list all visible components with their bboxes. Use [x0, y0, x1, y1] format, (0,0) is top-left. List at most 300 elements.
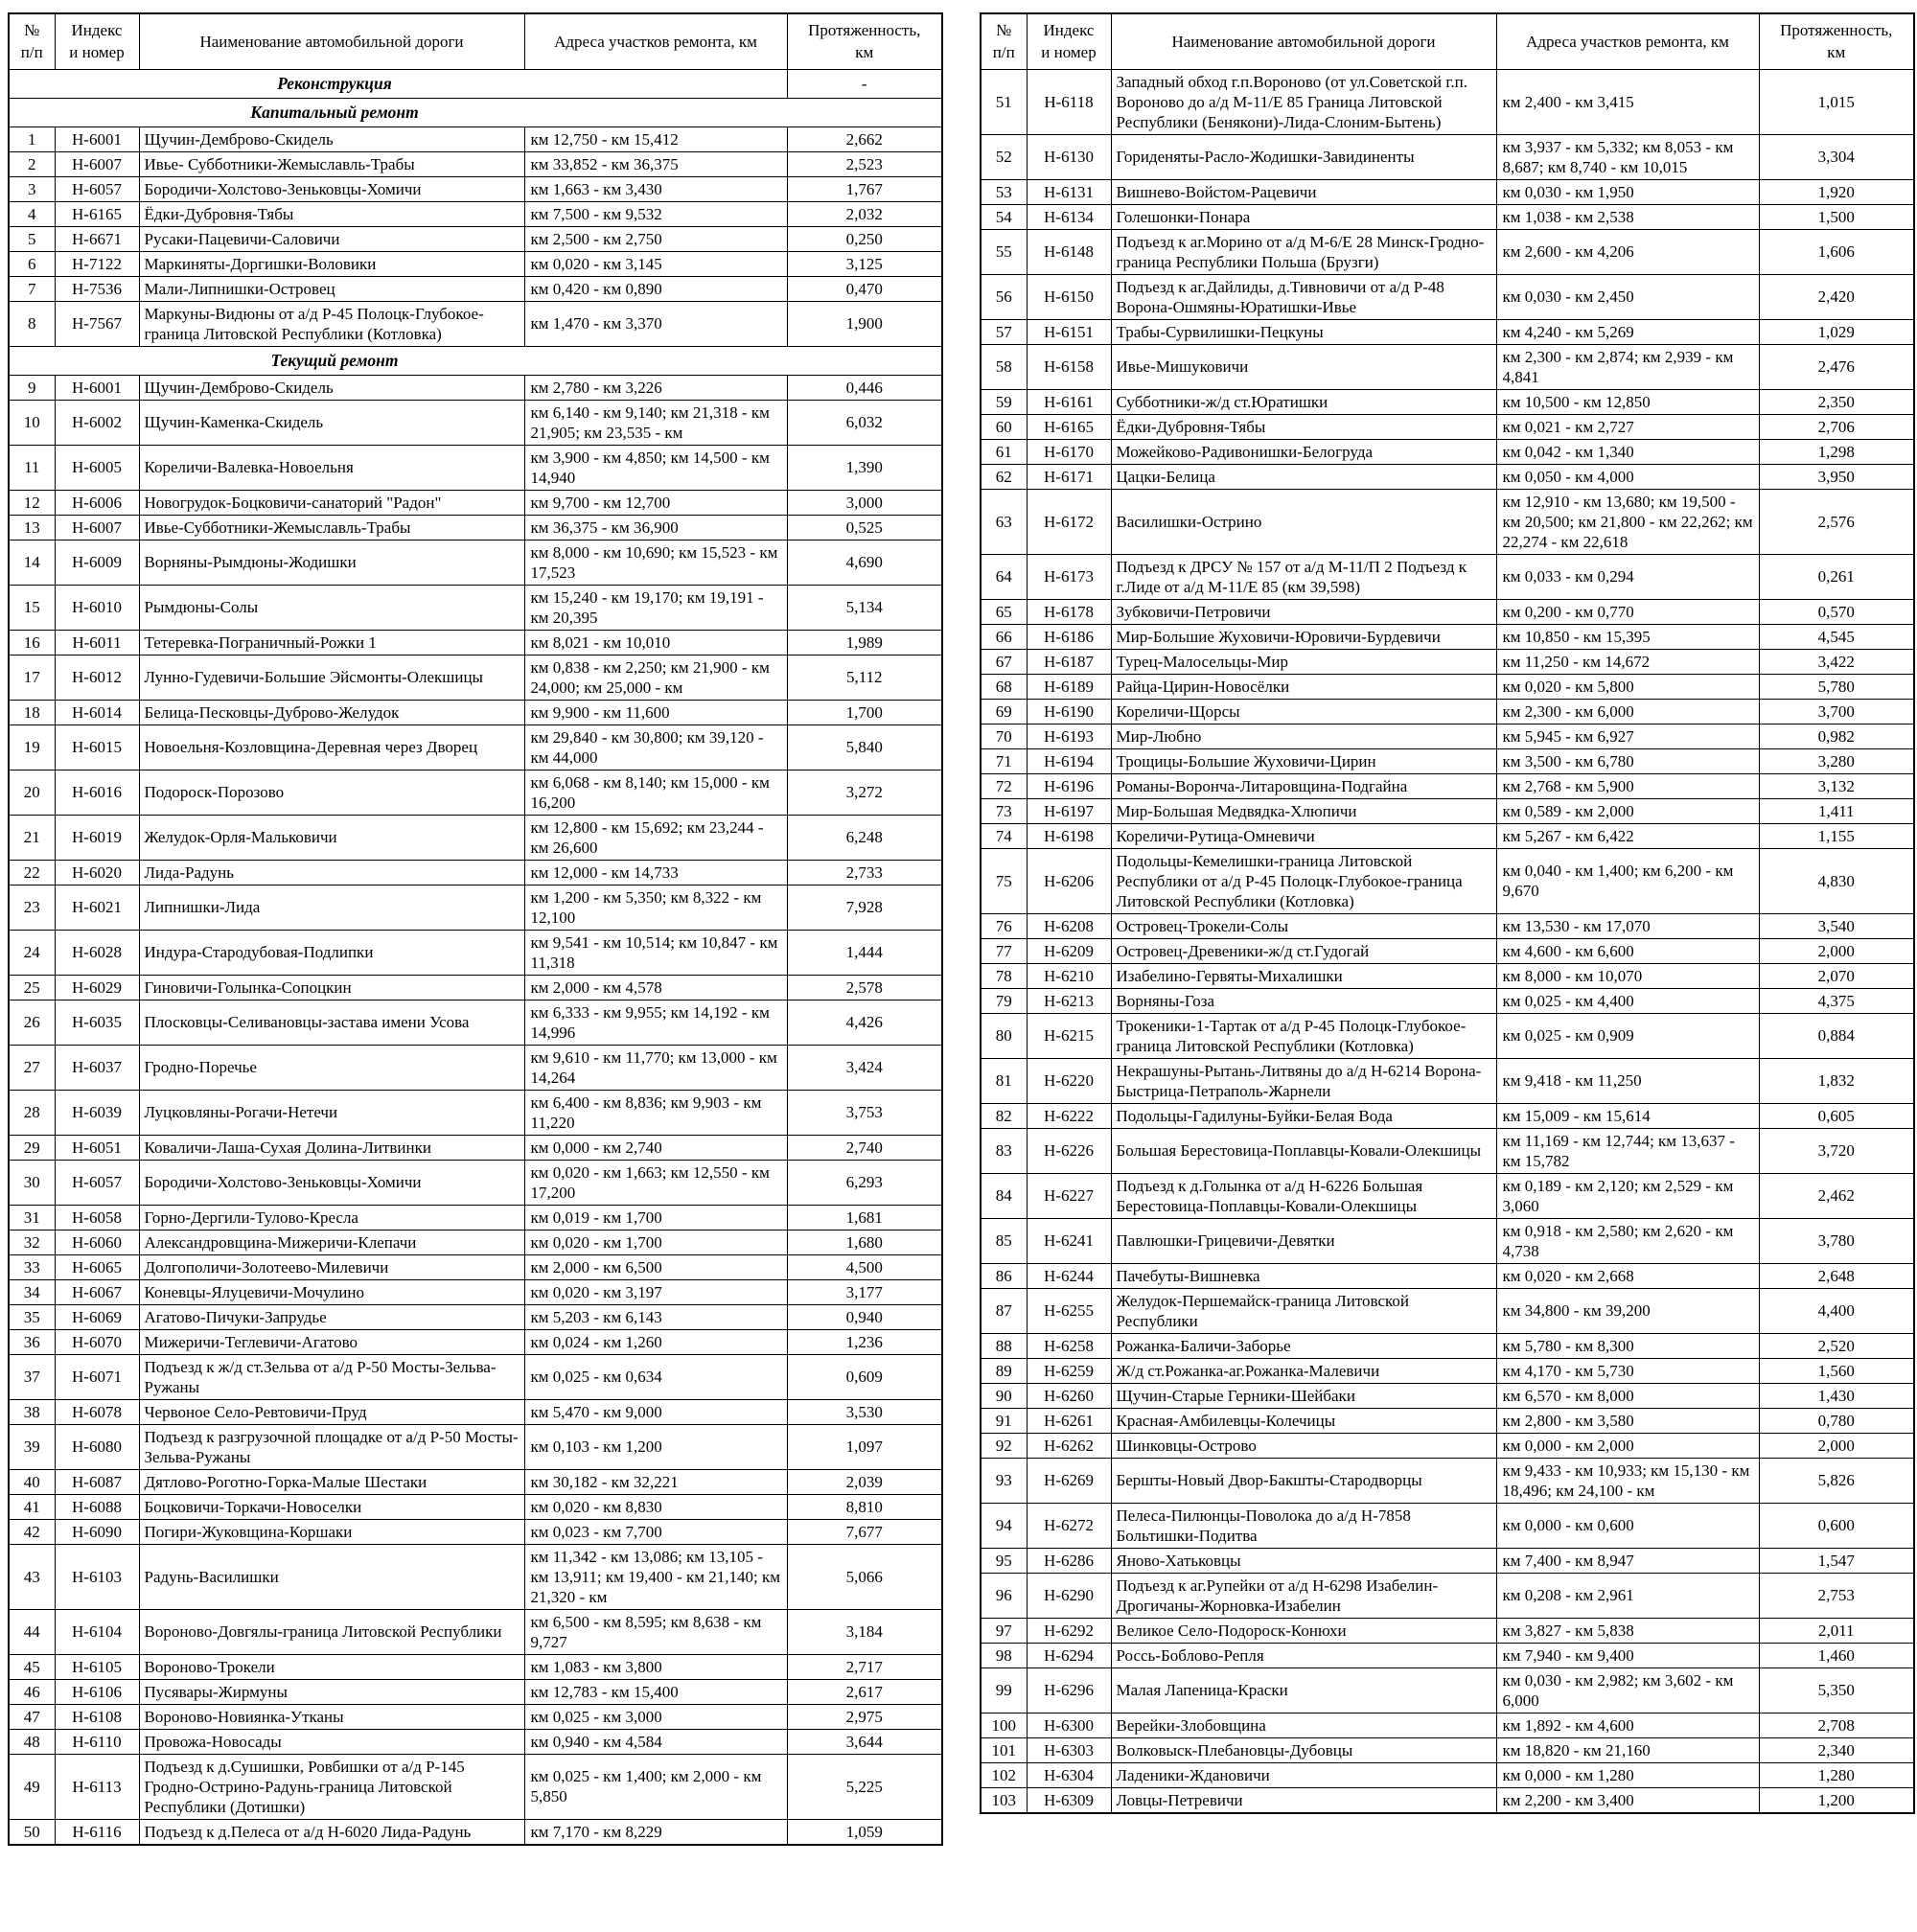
length-cell: 1,444 [787, 930, 942, 975]
row-number-cell: 4 [9, 201, 55, 226]
repair-address-cell: км 4,240 - км 5,269 [1496, 319, 1759, 344]
repair-address-cell: км 7,400 - км 8,947 [1496, 1548, 1759, 1573]
repair-address-cell: км 9,541 - км 10,514; км 10,847 - км 11,318 [524, 930, 787, 975]
length-cell: 1,280 [1759, 1762, 1914, 1787]
length-cell: 1,700 [787, 700, 942, 724]
row-number-cell: 42 [9, 1519, 55, 1544]
road-index-cell: Н-6014 [55, 700, 139, 724]
road-row [981, 1103, 1914, 1128]
road-name-cell: Павлюшки-Грицевичи-Девятки [1111, 1218, 1496, 1263]
road-index-cell: Н-6118 [1027, 69, 1111, 134]
row-number-cell: 43 [9, 1544, 55, 1609]
length-cell: 4,545 [1759, 624, 1914, 649]
road-row [981, 1013, 1914, 1058]
road-row [981, 1058, 1914, 1103]
length-cell: 3,184 [787, 1609, 942, 1654]
road-row [9, 1090, 942, 1135]
road-name-cell: Волковыск-Плебановцы-Дубовцы [1111, 1737, 1496, 1762]
road-name-cell: Маркуны-Видюны от а/д Р-45 Полоцк-Глубокое-граница Литовской Республики (Котловка) [139, 301, 524, 346]
length-cell: 2,523 [787, 151, 942, 176]
road-row [9, 1399, 942, 1424]
length-cell: 0,525 [787, 515, 942, 540]
length-cell: 2,350 [1759, 389, 1914, 414]
length-cell: 2,032 [787, 201, 942, 226]
road-name-cell: Гориденяты-Расло-Жодишки-Завидиненты [1111, 134, 1496, 179]
row-number-cell: 82 [981, 1103, 1027, 1128]
road-name-cell: Желудок-Першемайск-граница Литовской Республики [1111, 1288, 1496, 1333]
road-index-cell: Н-6108 [55, 1704, 139, 1729]
repair-address-cell: км 1,470 - км 3,370 [524, 301, 787, 346]
row-number-cell: 80 [981, 1013, 1027, 1058]
road-index-cell: Н-6016 [55, 770, 139, 815]
road-row [981, 624, 1914, 649]
row-number-cell: 77 [981, 938, 1027, 963]
road-row [9, 1354, 942, 1399]
road-index-cell: Н-6227 [1027, 1173, 1111, 1218]
road-row [9, 1160, 942, 1205]
header-row [9, 13, 942, 69]
length-cell: 1,200 [1759, 1787, 1914, 1813]
road-index-cell: Н-6106 [55, 1679, 139, 1704]
road-row [9, 815, 942, 860]
road-row [9, 1609, 942, 1654]
repair-address-cell: км 0,020 - км 8,830 [524, 1494, 787, 1519]
row-number-cell: 69 [981, 699, 1027, 724]
row-number-cell: 46 [9, 1679, 55, 1704]
road-row [981, 319, 1914, 344]
section-title-label: Капитальный ремонт [250, 102, 419, 122]
repair-address-cell: км 0,103 - км 1,200 [524, 1424, 787, 1469]
road-name-cell: Яново-Хатьковцы [1111, 1548, 1496, 1573]
road-name-cell: Ворняны-Гоза [1111, 988, 1496, 1013]
road-name-cell: Романы-Воронча-Литаровщина-Подгайна [1111, 773, 1496, 798]
row-number-cell: 93 [981, 1458, 1027, 1503]
road-index-cell: Н-6131 [1027, 179, 1111, 204]
road-name-cell: Подольцы-Гадилуны-Буйки-Белая Вода [1111, 1103, 1496, 1128]
length-cell: 3,280 [1759, 748, 1914, 773]
repair-address-cell: км 6,140 - км 9,140; км 21,318 - км 21,905; км 23,535 - км [524, 400, 787, 445]
road-index-cell: Н-6196 [1027, 773, 1111, 798]
row-number-cell: 44 [9, 1609, 55, 1654]
road-name-cell: Александровщина-Мижеричи-Клепачи [139, 1230, 524, 1254]
repair-address-cell: км 15,240 - км 19,170; км 19,191 - км 20,395 [524, 585, 787, 630]
road-index-cell: Н-6165 [1027, 414, 1111, 439]
road-index-cell: Н-6012 [55, 655, 139, 700]
road-index-cell: Н-6303 [1027, 1737, 1111, 1762]
repair-address-cell: км 0,020 - км 1,663; км 12,550 - км 17,200 [524, 1160, 787, 1205]
repair-address-cell: км 0,030 - км 2,982; км 3,602 - км 6,000 [1496, 1668, 1759, 1713]
length-cell: 1,900 [787, 301, 942, 346]
repair-address-cell: км 10,500 - км 12,850 [1496, 389, 1759, 414]
road-row [981, 134, 1914, 179]
road-name-cell: Можейково-Радивонишки-Белогруда [1111, 439, 1496, 464]
row-number-cell: 98 [981, 1643, 1027, 1668]
repair-address-cell: км 0,025 - км 0,634 [524, 1354, 787, 1399]
row-number-cell: 59 [981, 389, 1027, 414]
length-cell: 5,780 [1759, 674, 1914, 699]
road-name-cell: Рымдюны-Солы [139, 585, 524, 630]
repair-address-cell: км 0,019 - км 1,700 [524, 1205, 787, 1230]
road-row [9, 1000, 942, 1045]
road-index-cell: Н-6039 [55, 1090, 139, 1135]
repair-address-cell: км 3,827 - км 5,838 [1496, 1618, 1759, 1643]
row-number-cell: 92 [981, 1433, 1027, 1458]
row-number-cell: 84 [981, 1173, 1027, 1218]
repair-address-cell: км 36,375 - км 36,900 [524, 515, 787, 540]
road-name-cell: Лида-Радунь [139, 860, 524, 885]
row-number-cell: 38 [9, 1399, 55, 1424]
road-name-cell: Подъезд к аг.Морино от а/д М-6/Е 28 Минск-Гродно-граница Республики Польша (Брузги) [1111, 229, 1496, 274]
row-number-cell: 13 [9, 515, 55, 540]
col-header-address: Адреса участков ремонта, км [524, 13, 787, 69]
road-name-cell: Пачебуты-Вишневка [1111, 1263, 1496, 1288]
road-name-cell: Новоельня-Козловщина-Деревная через Дворец [139, 724, 524, 770]
repair-address-cell: км 6,400 - км 8,836; км 9,903 - км 11,220 [524, 1090, 787, 1135]
length-cell: 4,400 [1759, 1288, 1914, 1333]
road-name-cell: Западный обход г.п.Вороново (от ул.Советской г.п. Вороново до а/д М-11/Е 85 Граница Литовской Республики (Бенякони)-Лида-Слоним-Бытень) [1111, 69, 1496, 134]
road-row [981, 344, 1914, 389]
road-row [981, 389, 1914, 414]
repair-address-cell: км 0,030 - км 2,450 [1496, 274, 1759, 319]
row-number-cell: 53 [981, 179, 1027, 204]
road-name-cell: Рожанка-Баличи-Заборье [1111, 1333, 1496, 1358]
repair-address-cell: км 6,500 - км 8,595; км 8,638 - км 9,727 [524, 1609, 787, 1654]
road-row [9, 930, 942, 975]
row-number-cell: 5 [9, 226, 55, 251]
length-cell: 0,470 [787, 276, 942, 301]
length-cell: 1,920 [1759, 179, 1914, 204]
road-row [981, 1383, 1914, 1408]
road-index-cell: Н-6130 [1027, 134, 1111, 179]
length-cell: 3,125 [787, 251, 942, 276]
row-number-cell: 90 [981, 1383, 1027, 1408]
road-row [981, 1737, 1914, 1762]
repair-address-cell: км 2,200 - км 3,400 [1496, 1787, 1759, 1813]
row-number-cell: 2 [9, 151, 55, 176]
road-row [981, 748, 1914, 773]
row-number-cell: 65 [981, 599, 1027, 624]
repair-address-cell: км 2,000 - км 6,500 [524, 1254, 787, 1279]
row-number-cell: 63 [981, 489, 1027, 554]
row-number-cell: 11 [9, 445, 55, 490]
road-name-cell: Бородичи-Холстово-Зеньковцы-Хомичи [139, 1160, 524, 1205]
road-row [9, 226, 942, 251]
length-cell: 1,059 [787, 1819, 942, 1845]
road-index-cell: Н-6080 [55, 1424, 139, 1469]
length-cell: 1,767 [787, 176, 942, 201]
row-number-cell: 103 [981, 1787, 1027, 1813]
road-name-cell: Ивье-Мишуковичи [1111, 344, 1496, 389]
road-name-cell: Пелеса-Пилюнцы-Поволока до а/д Н-7858 Больтишки-Подитва [1111, 1503, 1496, 1548]
road-name-cell: Райца-Цирин-Новосёлки [1111, 674, 1496, 699]
road-index-cell: Н-6134 [1027, 204, 1111, 229]
road-index-cell: Н-6170 [1027, 439, 1111, 464]
road-index-cell: Н-6011 [55, 630, 139, 655]
road-name-cell: Ворняны-Рымдюны-Жодишки [139, 540, 524, 585]
road-index-cell: Н-6071 [55, 1354, 139, 1399]
road-index-cell: Н-6198 [1027, 823, 1111, 848]
road-name-cell: Красная-Амбилевцы-Колечицы [1111, 1408, 1496, 1433]
row-number-cell: 16 [9, 630, 55, 655]
length-cell: 4,830 [1759, 848, 1914, 913]
repair-address-cell: км 8,021 - км 10,010 [524, 630, 787, 655]
length-cell: 5,112 [787, 655, 942, 700]
road-index-cell: Н-6103 [55, 1544, 139, 1609]
road-name-cell: Бершты-Новый Двор-Бакшты-Стародворцы [1111, 1458, 1496, 1503]
row-number-cell: 12 [9, 490, 55, 515]
road-name-cell: Подольцы-Кемелишки-граница Литовской Республики от а/д Р-45 Полоцк-Глубокое-граница Литовской Республики (Котловка) [1111, 848, 1496, 913]
road-index-cell: Н-6009 [55, 540, 139, 585]
row-number-cell: 87 [981, 1288, 1027, 1333]
length-cell: 2,753 [1759, 1573, 1914, 1618]
road-name-cell: Щучин-Демброво-Скидель [139, 126, 524, 151]
road-index-cell: Н-6189 [1027, 674, 1111, 699]
road-row [981, 848, 1914, 913]
row-number-cell: 78 [981, 963, 1027, 988]
length-cell: 3,304 [1759, 134, 1914, 179]
repair-address-cell: км 12,783 - км 15,400 [524, 1679, 787, 1704]
road-row [9, 655, 942, 700]
road-row [9, 1754, 942, 1819]
repair-address-cell: км 29,840 - км 30,800; км 39,120 - км 44,000 [524, 724, 787, 770]
row-number-cell: 49 [9, 1754, 55, 1819]
road-index-cell: Н-6269 [1027, 1458, 1111, 1503]
length-cell: 4,375 [1759, 988, 1914, 1013]
road-index-cell: Н-6190 [1027, 699, 1111, 724]
repair-address-cell: км 2,800 - км 3,580 [1496, 1408, 1759, 1433]
repair-address-cell: км 7,940 - км 9,400 [1496, 1643, 1759, 1668]
length-cell: 5,350 [1759, 1668, 1914, 1713]
row-number-cell: 22 [9, 860, 55, 885]
row-number-cell: 89 [981, 1358, 1027, 1383]
road-index-cell: Н-6010 [55, 585, 139, 630]
road-index-cell: Н-6294 [1027, 1643, 1111, 1668]
road-index-cell: Н-6020 [55, 860, 139, 885]
length-cell: 1,298 [1759, 439, 1914, 464]
repair-address-cell: км 0,020 - км 5,800 [1496, 674, 1759, 699]
road-name-cell: Русаки-Пацевичи-Саловичи [139, 226, 524, 251]
road-name-cell: Бородичи-Холстово-Зеньковцы-Хомичи [139, 176, 524, 201]
road-name-cell: Коваличи-Лаша-Сухая Долина-Литвинки [139, 1135, 524, 1160]
road-name-cell: Трощицы-Большие Жуховичи-Цирин [1111, 748, 1496, 773]
repair-address-cell: км 8,000 - км 10,070 [1496, 963, 1759, 988]
repair-address-cell: км 2,768 - км 5,900 [1496, 773, 1759, 798]
row-number-cell: 3 [9, 176, 55, 201]
road-name-cell: Ивье- Субботники-Жемыславль-Трабы [139, 151, 524, 176]
road-index-cell: Н-6070 [55, 1329, 139, 1354]
road-row [9, 1679, 942, 1704]
road-index-cell: Н-7122 [55, 251, 139, 276]
road-row [981, 1787, 1914, 1813]
row-number-cell: 61 [981, 439, 1027, 464]
repair-address-cell: км 0,021 - км 2,727 [1496, 414, 1759, 439]
repair-address-cell: км 0,200 - км 0,770 [1496, 599, 1759, 624]
road-index-cell: Н-6178 [1027, 599, 1111, 624]
road-index-cell: Н-6255 [1027, 1288, 1111, 1333]
road-name-cell: Подъезд к д.Голынка от а/д Н-6226 Большая Берестовица-Поплавцы-Ковали-Олекшицы [1111, 1173, 1496, 1218]
road-row [981, 938, 1914, 963]
road-index-cell: Н-6028 [55, 930, 139, 975]
road-name-cell: Маркиняты-Доргишки-Воловики [139, 251, 524, 276]
road-index-cell: Н-6171 [1027, 464, 1111, 489]
length-cell: 2,733 [787, 860, 942, 885]
repair-address-cell: км 0,025 - км 4,400 [1496, 988, 1759, 1013]
col-header-name: Наименование автомобильной дороги [139, 13, 524, 69]
section-row [9, 69, 942, 98]
repair-address-cell: км 12,000 - км 14,733 [524, 860, 787, 885]
length-cell: 0,609 [787, 1354, 942, 1399]
road-index-cell: Н-6001 [55, 126, 139, 151]
road-name-cell: Долгополичи-Золотеево-Милевичи [139, 1254, 524, 1279]
road-row [981, 1333, 1914, 1358]
road-name-cell: Радунь-Василишки [139, 1544, 524, 1609]
road-index-cell: Н-6244 [1027, 1263, 1111, 1288]
road-name-cell: Трабы-Сурвилишки-Пецкуны [1111, 319, 1496, 344]
repair-address-cell: км 1,663 - км 3,430 [524, 176, 787, 201]
road-name-cell: Подороск-Порозово [139, 770, 524, 815]
road-index-cell: Н-6286 [1027, 1548, 1111, 1573]
row-number-cell: 21 [9, 815, 55, 860]
road-row [9, 176, 942, 201]
road-name-cell: Коневцы-Ялуцевичи-Мочулино [139, 1279, 524, 1304]
repair-address-cell: км 6,068 - км 8,140; км 15,000 - км 16,200 [524, 770, 787, 815]
repair-address-cell: км 0,838 - км 2,250; км 21,900 - км 24,000; км 25,000 - км [524, 655, 787, 700]
road-index-cell: Н-6105 [55, 1654, 139, 1679]
length-cell: 4,426 [787, 1000, 942, 1045]
road-index-cell: Н-6197 [1027, 798, 1111, 823]
length-cell: 2,648 [1759, 1263, 1914, 1288]
length-cell: 2,975 [787, 1704, 942, 1729]
road-name-cell: Мир-Большие Жуховичи-Юровичи-Бурдевичи [1111, 624, 1496, 649]
road-row [9, 1729, 942, 1754]
road-name-cell: Великое Село-Подороск-Конюхи [1111, 1618, 1496, 1643]
road-index-cell: Н-6290 [1027, 1573, 1111, 1618]
row-number-cell: 58 [981, 344, 1027, 389]
road-index-cell: Н-6090 [55, 1519, 139, 1544]
repair-address-cell: км 0,040 - км 1,400; км 6,200 - км 9,670 [1496, 848, 1759, 913]
length-cell: 2,462 [1759, 1173, 1914, 1218]
road-index-cell: Н-6165 [55, 201, 139, 226]
row-number-cell: 66 [981, 624, 1027, 649]
road-row [9, 1494, 942, 1519]
road-name-cell: Мали-Липнишки-Островец [139, 276, 524, 301]
length-cell: 0,780 [1759, 1408, 1914, 1433]
road-index-cell: Н-6088 [55, 1494, 139, 1519]
road-index-cell: Н-6260 [1027, 1383, 1111, 1408]
road-name-cell: Шинковцы-Острово [1111, 1433, 1496, 1458]
road-index-cell: Н-6186 [1027, 624, 1111, 649]
road-row [981, 963, 1914, 988]
road-name-cell: Некрашуны-Рытань-Литвяны до а/д Н-6214 Ворона-Быстрица-Петраполь-Жарнели [1111, 1058, 1496, 1103]
repair-address-cell: км 34,800 - км 39,200 [1496, 1288, 1759, 1333]
road-index-cell: Н-6148 [1027, 229, 1111, 274]
repair-address-cell: км 2,000 - км 4,578 [524, 975, 787, 1000]
road-index-cell: Н-6226 [1027, 1128, 1111, 1173]
road-index-cell: Н-6296 [1027, 1668, 1111, 1713]
road-name-cell: Вороново-Трокели [139, 1654, 524, 1679]
col-header-length: Протяженность, км [1759, 13, 1914, 69]
repair-address-cell: км 9,610 - км 11,770; км 13,000 - км 14,264 [524, 1045, 787, 1090]
length-cell: 2,420 [1759, 274, 1914, 319]
row-number-cell: 26 [9, 1000, 55, 1045]
length-cell: - [787, 69, 942, 98]
length-cell: 6,032 [787, 400, 942, 445]
road-index-cell: Н-6116 [55, 1819, 139, 1845]
road-row [981, 1263, 1914, 1288]
road-row [9, 1519, 942, 1544]
length-cell: 3,780 [1759, 1218, 1914, 1263]
length-cell: 0,940 [787, 1304, 942, 1329]
length-cell: 1,681 [787, 1205, 942, 1230]
section-title-label: Реконструкция [277, 73, 392, 93]
road-row [9, 375, 942, 400]
repair-address-cell: км 13,530 - км 17,070 [1496, 913, 1759, 938]
road-row [9, 1329, 942, 1354]
row-number-cell: 70 [981, 724, 1027, 748]
road-index-cell: Н-6065 [55, 1254, 139, 1279]
road-index-cell: Н-6002 [55, 400, 139, 445]
row-number-cell: 47 [9, 1704, 55, 1729]
repair-address-cell: км 12,800 - км 15,692; км 23,244 - км 26,600 [524, 815, 787, 860]
road-index-cell: Н-6309 [1027, 1787, 1111, 1813]
road-row [981, 414, 1914, 439]
road-name-cell: Горно-Дергили-Тулово-Кресла [139, 1205, 524, 1230]
road-index-cell: Н-6304 [1027, 1762, 1111, 1787]
road-row [981, 798, 1914, 823]
length-cell: 1,236 [787, 1329, 942, 1354]
repair-address-cell: км 1,083 - км 3,800 [524, 1654, 787, 1679]
road-index-cell: Н-6259 [1027, 1358, 1111, 1383]
road-index-cell: Н-6078 [55, 1399, 139, 1424]
row-number-cell: 100 [981, 1713, 1027, 1737]
row-number-cell: 76 [981, 913, 1027, 938]
road-name-cell: Василишки-Острино [1111, 489, 1496, 554]
header-row [981, 13, 1914, 69]
row-number-cell: 96 [981, 1573, 1027, 1618]
row-number-cell: 79 [981, 988, 1027, 1013]
row-number-cell: 54 [981, 204, 1027, 229]
length-cell: 0,600 [1759, 1503, 1914, 1548]
road-row [981, 1618, 1914, 1643]
road-name-cell: Щучин-Каменка-Скидель [139, 400, 524, 445]
road-name-cell: Островец-Древеники-ж/д ст.Гудогай [1111, 938, 1496, 963]
row-number-cell: 51 [981, 69, 1027, 134]
col-header-num: № п/п [9, 13, 55, 69]
repair-address-cell: км 30,182 - км 32,221 [524, 1469, 787, 1494]
col-header-length: Протяженность, км [787, 13, 942, 69]
road-row [9, 201, 942, 226]
length-cell: 1,097 [787, 1424, 942, 1469]
road-name-cell: Подъезд к ДРСУ № 157 от а/д М-11/П 2 Подъезд к г.Лиде от а/д М-11/Е 85 (км 39,598) [1111, 554, 1496, 599]
road-row [981, 204, 1914, 229]
repair-address-cell: км 6,333 - км 9,955; км 14,192 - км 14,996 [524, 1000, 787, 1045]
road-index-cell: Н-6300 [1027, 1713, 1111, 1737]
road-name-cell: Кореличи-Щорсы [1111, 699, 1496, 724]
repair-address-cell: км 0,000 - км 2,000 [1496, 1433, 1759, 1458]
repair-address-cell: км 0,025 - км 3,000 [524, 1704, 787, 1729]
road-row [981, 439, 1914, 464]
road-row [9, 630, 942, 655]
road-index-cell: Н-6104 [55, 1609, 139, 1654]
road-row [9, 1045, 942, 1090]
length-cell: 4,690 [787, 540, 942, 585]
row-number-cell: 10 [9, 400, 55, 445]
length-cell: 3,540 [1759, 913, 1914, 938]
row-number-cell: 19 [9, 724, 55, 770]
road-row [9, 1205, 942, 1230]
row-number-cell: 30 [9, 1160, 55, 1205]
section-title-label: Текущий ремонт [270, 350, 399, 370]
